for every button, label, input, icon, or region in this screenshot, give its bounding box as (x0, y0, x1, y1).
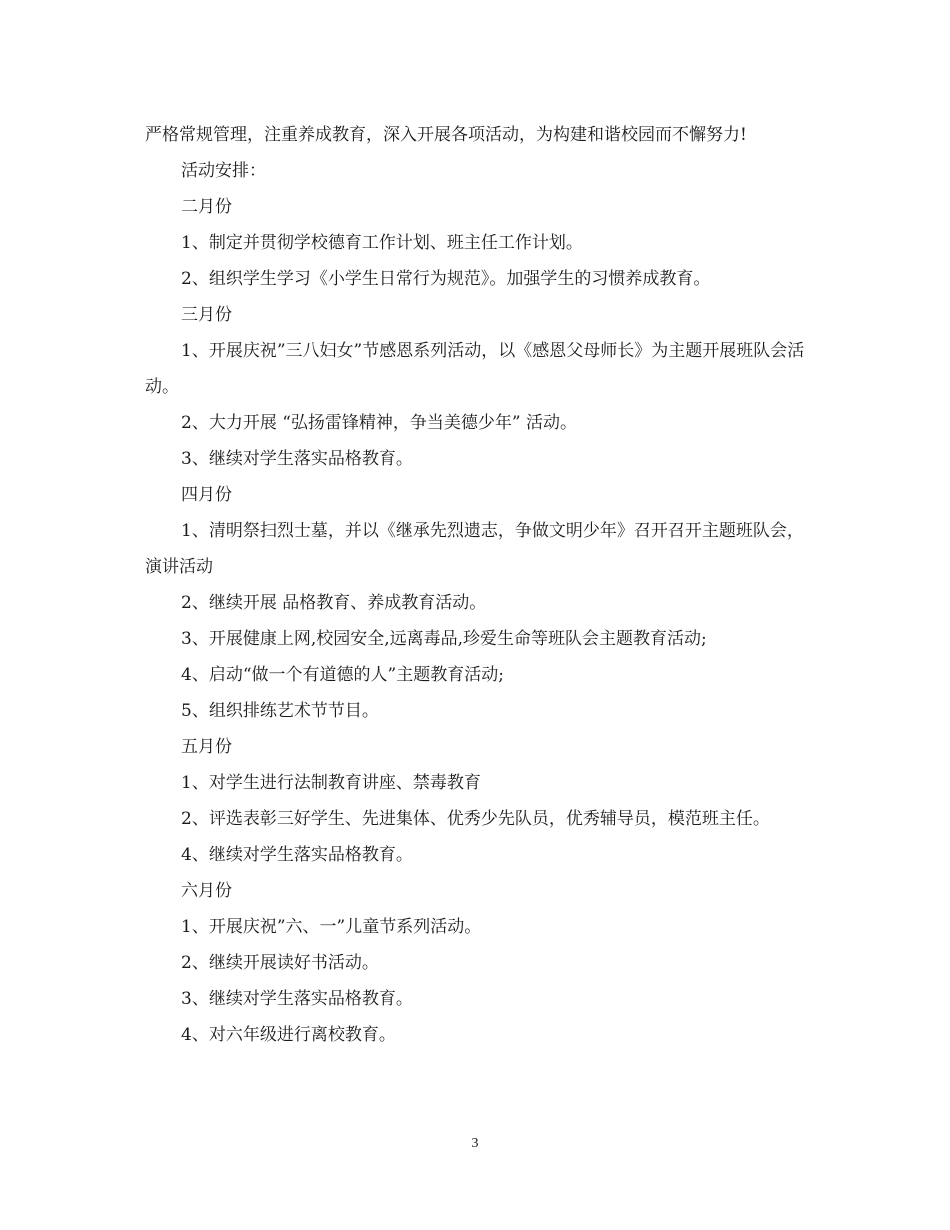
list-item: 2、组织学生学习《小学生日常行为规范》。加强学生的习惯养成教育。 (181, 269, 711, 289)
list-item: 3、继续对学生落实品格教育。 (181, 449, 413, 469)
list-item: 1、开展庆祝”六、一”儿童节系列活动。 (181, 917, 482, 937)
list-item: 4、继续对学生落实品格教育。 (181, 845, 413, 865)
list-item: 5、组织排练艺术节节目。 (181, 701, 379, 721)
list-item: 1、开展庆祝”三八妇女”节感恩系列活动，以《感恩父母师长》为主题开展班队会活动。 (145, 341, 805, 397)
paragraph: 严格常规管理，注重养成教育，深入开展各项活动，为构建和谐校园而不懈努力! (145, 125, 747, 145)
list-item: 2、评选表彰三好学生、先进集体、优秀少先队员，优秀辅导员，模范班主任。 (181, 809, 770, 829)
list-item: 2、继续开展 品格教育、养成教育活动。 (181, 593, 487, 613)
page-number: 3 (471, 1136, 479, 1151)
list-item: 3、继续对学生落实品格教育。 (181, 989, 413, 1009)
document-body (145, 117, 810, 1053)
list-item: 3、开展健康上网,校园安全,远离毒品,珍爱生命等班队会主题教育活动; (181, 629, 707, 649)
month-heading: 六月份 (181, 881, 232, 901)
month-heading: 三月份 (181, 305, 232, 325)
list-item: 1、制定并贯彻学校德育工作计划、班主任工作计划。 (181, 233, 583, 253)
list-item: 1、对学生进行法制教育讲座、禁毒教育 (181, 773, 481, 793)
month-heading: 四月份 (181, 485, 232, 505)
month-heading: 二月份 (181, 197, 232, 217)
list-item: 2、继续开展读好书活动。 (181, 953, 379, 973)
list-item: 1、清明祭扫烈士墓，并以《继承先烈遗志，争做文明少年》召开召开主题班队会，演讲活动 (145, 521, 804, 577)
section-heading: 活动安排： (181, 161, 266, 181)
month-heading: 五月份 (181, 737, 232, 757)
list-item: 2、大力开展 “弘扬雷锋精神，争当美德少年” 活动。 (181, 413, 578, 433)
list-item: 4、启动“做一个有道德的人”主题教育活动; (181, 665, 504, 685)
list-item: 4、对六年级进行离校教育。 (181, 1025, 396, 1045)
